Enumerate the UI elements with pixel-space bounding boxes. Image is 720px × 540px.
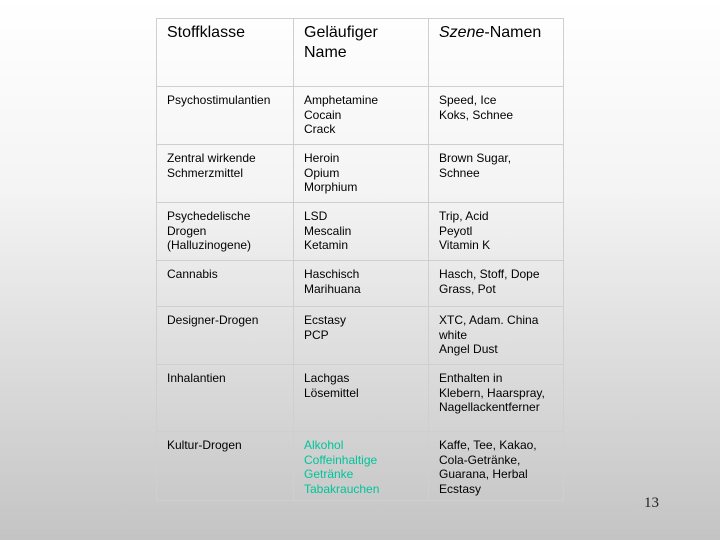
cell-scene: Speed, Ice Koks, Schnee	[429, 87, 564, 145]
cell-class: Designer-Drogen	[157, 307, 294, 365]
page-number: 13	[644, 495, 659, 511]
cell-scene: Brown Sugar, Schnee	[429, 145, 564, 203]
cell-scene: Trip, Acid Peyotl Vitamin K	[429, 203, 564, 261]
table-header-row	[157, 19, 564, 87]
header-scene-names	[429, 19, 564, 87]
table-row	[157, 261, 564, 307]
table-row	[157, 145, 564, 203]
table-row	[157, 87, 564, 145]
cell-scene: Hasch, Stoff, Dope Grass, Pot	[429, 261, 564, 307]
cell-class: Psychedelische Drogen (Halluzinogene)	[157, 203, 294, 261]
cell-scene: XTC, Adam. China white Angel Dust	[429, 307, 564, 365]
cell-common: Ecstasy PCP	[294, 307, 429, 365]
cell-class: Cannabis	[157, 261, 294, 307]
table-row	[157, 307, 564, 365]
cell-class: Zentral wirkende Schmerzmittel	[157, 145, 294, 203]
table-row	[157, 365, 564, 432]
cell-common: Amphetamine Cocain Crack	[294, 87, 429, 145]
cell-common: Lachgas Lösemittel	[294, 365, 429, 432]
table-row	[157, 432, 564, 501]
header-scene-names-italic: Szene	[439, 24, 485, 41]
header-common-name: Geläufiger Name	[294, 19, 429, 87]
header-substance-class: Stoffklasse	[157, 19, 294, 87]
cell-common: Heroin Opium Morphium	[294, 145, 429, 203]
cell-class: Kultur-Drogen	[157, 432, 294, 501]
cell-common: LSD Mescalin Ketamin	[294, 203, 429, 261]
cell-common: Haschisch Marihuana	[294, 261, 429, 307]
table-row	[157, 203, 564, 261]
cell-class: Psychostimulantien	[157, 87, 294, 145]
drug-classification-table	[156, 18, 564, 501]
cell-class: Inhalantien	[157, 365, 294, 432]
cell-scene: Kaffe, Tee, Kakao, Cola-Getränke, Guarana, Herbal Ecstasy	[429, 432, 564, 501]
cell-common-highlighted: Alkohol Coffeinhaltige Getränke Tabakrauchen	[294, 432, 429, 501]
header-scene-names-suffix: -Namen	[484, 24, 542, 41]
cell-scene: Enthalten in Klebern, Haarspray, Nagellackentferner	[429, 365, 564, 432]
